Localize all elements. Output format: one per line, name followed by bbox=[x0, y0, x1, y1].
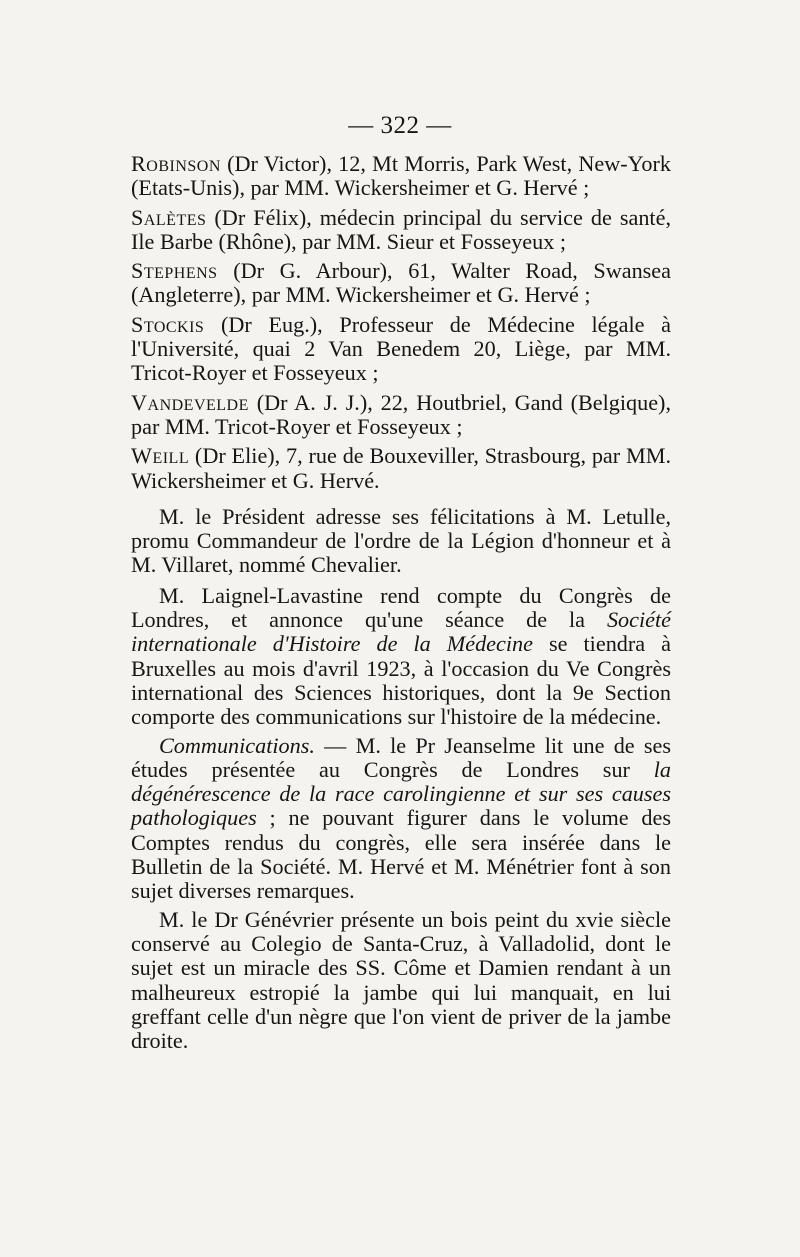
member-details: (Dr G. Arbour), 61, Walter Road, Swansea (Angleterre), par MM. Wickersheimer et G. Hervé ; bbox=[131, 258, 671, 308]
member-entry-vandevelde bbox=[131, 391, 671, 440]
study-title: la dégénérescence de la race carolingienne et sur ses causes pathologiques bbox=[131, 756, 671, 831]
member-details: (Dr Eug.), Professeur de Médecine légale à l'Université, quai 2 Van Benedem 20, Liège, par MM. Tricot-Royer et Fosseyeux ; bbox=[131, 311, 671, 386]
page-body bbox=[131, 152, 671, 1053]
paragraph-communications bbox=[131, 734, 671, 904]
member-entry-saletes bbox=[131, 206, 671, 255]
member-entry-weill bbox=[131, 444, 671, 493]
section-heading: Communications. bbox=[159, 732, 315, 758]
paragraph-text: — M. le Pr Jeanselme lit une de ses études présentée au Congrès de Londres sur bbox=[131, 732, 671, 782]
member-name: Stockis bbox=[131, 311, 205, 337]
page-number: — 322 — bbox=[348, 112, 452, 139]
member-entry-robinson bbox=[131, 152, 671, 201]
paragraph-bois-peint: M. le Dr Génévrier présente un bois peint du xvie siècle conservé au Colegio de Santa-Cruz, à Valladolid, dont le sujet est un miracle des SS. Côme et Damien rendant à un malheureux estropié la jambe qui lui manquait, en lui greffant celle d'un nègre que l'on vient de priver de la jambe droite. bbox=[131, 906, 671, 1054]
member-name: Salètes bbox=[131, 204, 207, 230]
member-details: (Dr A. J. J.), 22, Houtbriel, Gand (Belgique), par MM. Tricot-Royer et Fosseyeux ; bbox=[131, 389, 671, 439]
member-name: Vandevelde bbox=[131, 389, 249, 415]
paragraph-text: se tiendra à Bruxelles au mois d'avril 1923, à l'occasion du Ve Congrès international des Sciences historiques, dont la 9e Section comporte des communications sur l'histoire de la médecine. bbox=[131, 631, 671, 730]
member-name: Weill bbox=[131, 443, 190, 469]
paragraph-felicitations: M. le Président adresse ses félicitations à M. Letulle, promu Commandeur de l'ordre de la Légion d'honneur et à M. Villaret, nommé Chevalier. bbox=[131, 503, 671, 578]
member-name: Robinson bbox=[131, 151, 221, 176]
member-name: Stephens bbox=[131, 258, 218, 284]
paragraph-text: ; ne pouvant figurer dans le volume des Comptes rendus du congrès, elle sera insérée dans le Bulletin de la Société. M. Hervé et M. Ménétrier font à son sujet diverses remarques. bbox=[131, 805, 671, 904]
member-entry-stockis bbox=[131, 313, 671, 386]
society-name: Société internationale d'Histoire de la Médecine bbox=[131, 607, 671, 657]
member-details: (Dr Félix), médecin principal du service de santé, Ile Barbe (Rhône), par MM. Sieur et Fosseyeux ; bbox=[131, 204, 671, 254]
paragraph-congres-londres bbox=[131, 584, 671, 730]
member-details: (Dr Elie), 7, rue de Bouxeviller, Strasbourg, par MM. Wickersheimer et G. Hervé. bbox=[131, 443, 671, 493]
paragraph-text: M. Laignel-Lavastine rend compte du Congrès de Londres, et annonce qu'une séance de la bbox=[131, 582, 671, 633]
member-entry-stephens bbox=[131, 259, 671, 308]
member-details: (Dr Victor), 12, Mt Morris, Park West, New-York (Etats-Unis), par MM. Wickersheimer et G. Hervé ; bbox=[131, 151, 671, 201]
